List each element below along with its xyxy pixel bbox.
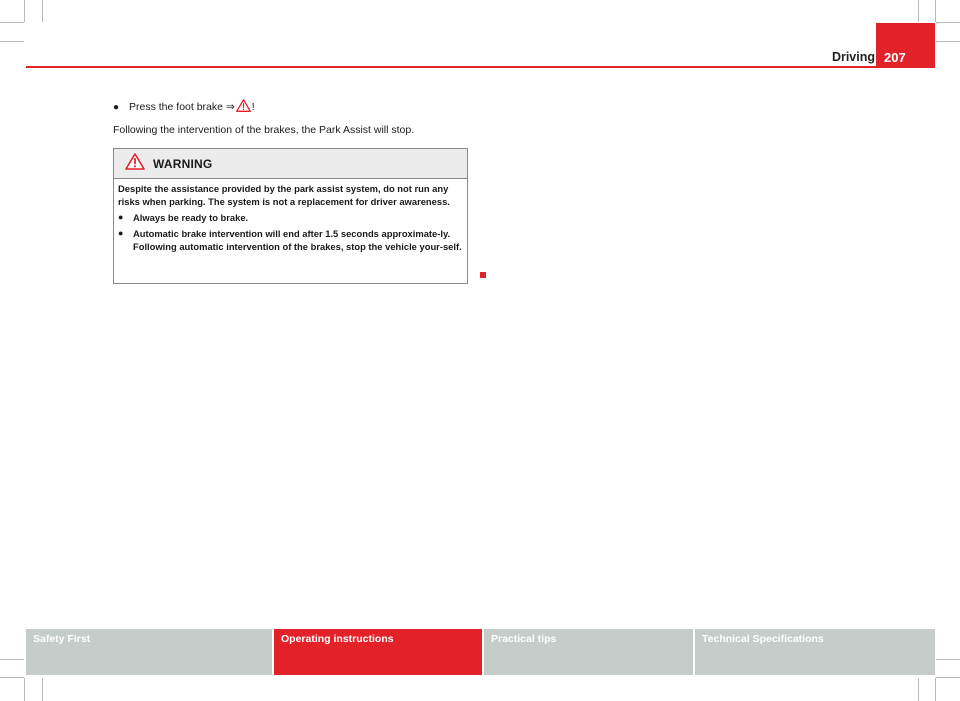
warning-box bbox=[113, 148, 468, 284]
warning-item-text: Always be ready to brake. bbox=[133, 212, 249, 223]
warning-list-item bbox=[118, 211, 463, 224]
bullet: ● bbox=[118, 212, 124, 222]
step-suffix: ! bbox=[251, 101, 255, 113]
crop-mark bbox=[918, 678, 919, 701]
crop-mark bbox=[0, 41, 24, 42]
footer-tab-safety-first[interactable]: Safety First bbox=[26, 629, 272, 675]
crop-mark bbox=[918, 0, 919, 22]
footer-tab-practical-tips[interactable]: Practical tips bbox=[484, 629, 693, 675]
crop-mark bbox=[24, 678, 25, 701]
crop-mark bbox=[936, 659, 960, 660]
crop-mark bbox=[0, 677, 24, 678]
header-rule bbox=[26, 66, 935, 68]
warning-header bbox=[114, 149, 467, 179]
warning-triangle-icon bbox=[125, 153, 145, 175]
crop-mark bbox=[936, 677, 960, 678]
bullet: ● bbox=[118, 228, 124, 238]
crop-mark bbox=[42, 678, 43, 701]
page-number: 207 bbox=[876, 23, 935, 68]
footer-tab-technical-specifications[interactable]: Technical Specifications bbox=[695, 629, 935, 675]
body-paragraph: Following the intervention of the brakes, the Park Assist will stop. bbox=[113, 124, 415, 136]
warning-item-text: Automatic brake intervention will end after 1.5 seconds approximate-ly. Following automatic intervention of the brakes, stop the vehicle your-self. bbox=[133, 228, 462, 252]
step-text: Press the foot brake ⇒ bbox=[129, 101, 235, 113]
end-of-section-icon bbox=[480, 272, 486, 278]
warning-intro: Despite the assistance provided by the park assist system, do not run any risks when parking. The system is not a replacement for driver awareness. bbox=[118, 183, 450, 207]
warning-triangle-icon[interactable] bbox=[236, 99, 251, 115]
warning-body bbox=[114, 179, 467, 253]
warning-title: WARNING bbox=[153, 156, 213, 171]
section-title: Driving bbox=[831, 50, 875, 64]
crop-mark bbox=[0, 22, 24, 23]
bullet: ● bbox=[113, 101, 120, 113]
crop-mark bbox=[42, 0, 43, 22]
footer-tab-operating-instructions[interactable]: Operating instructions bbox=[274, 629, 482, 675]
crop-mark bbox=[936, 22, 960, 23]
crop-mark bbox=[935, 678, 936, 701]
crop-mark bbox=[936, 41, 960, 42]
crop-mark bbox=[24, 0, 25, 22]
warning-list-item bbox=[118, 227, 463, 253]
crop-mark bbox=[935, 0, 936, 22]
instruction-step bbox=[113, 99, 255, 115]
crop-mark bbox=[0, 659, 24, 660]
